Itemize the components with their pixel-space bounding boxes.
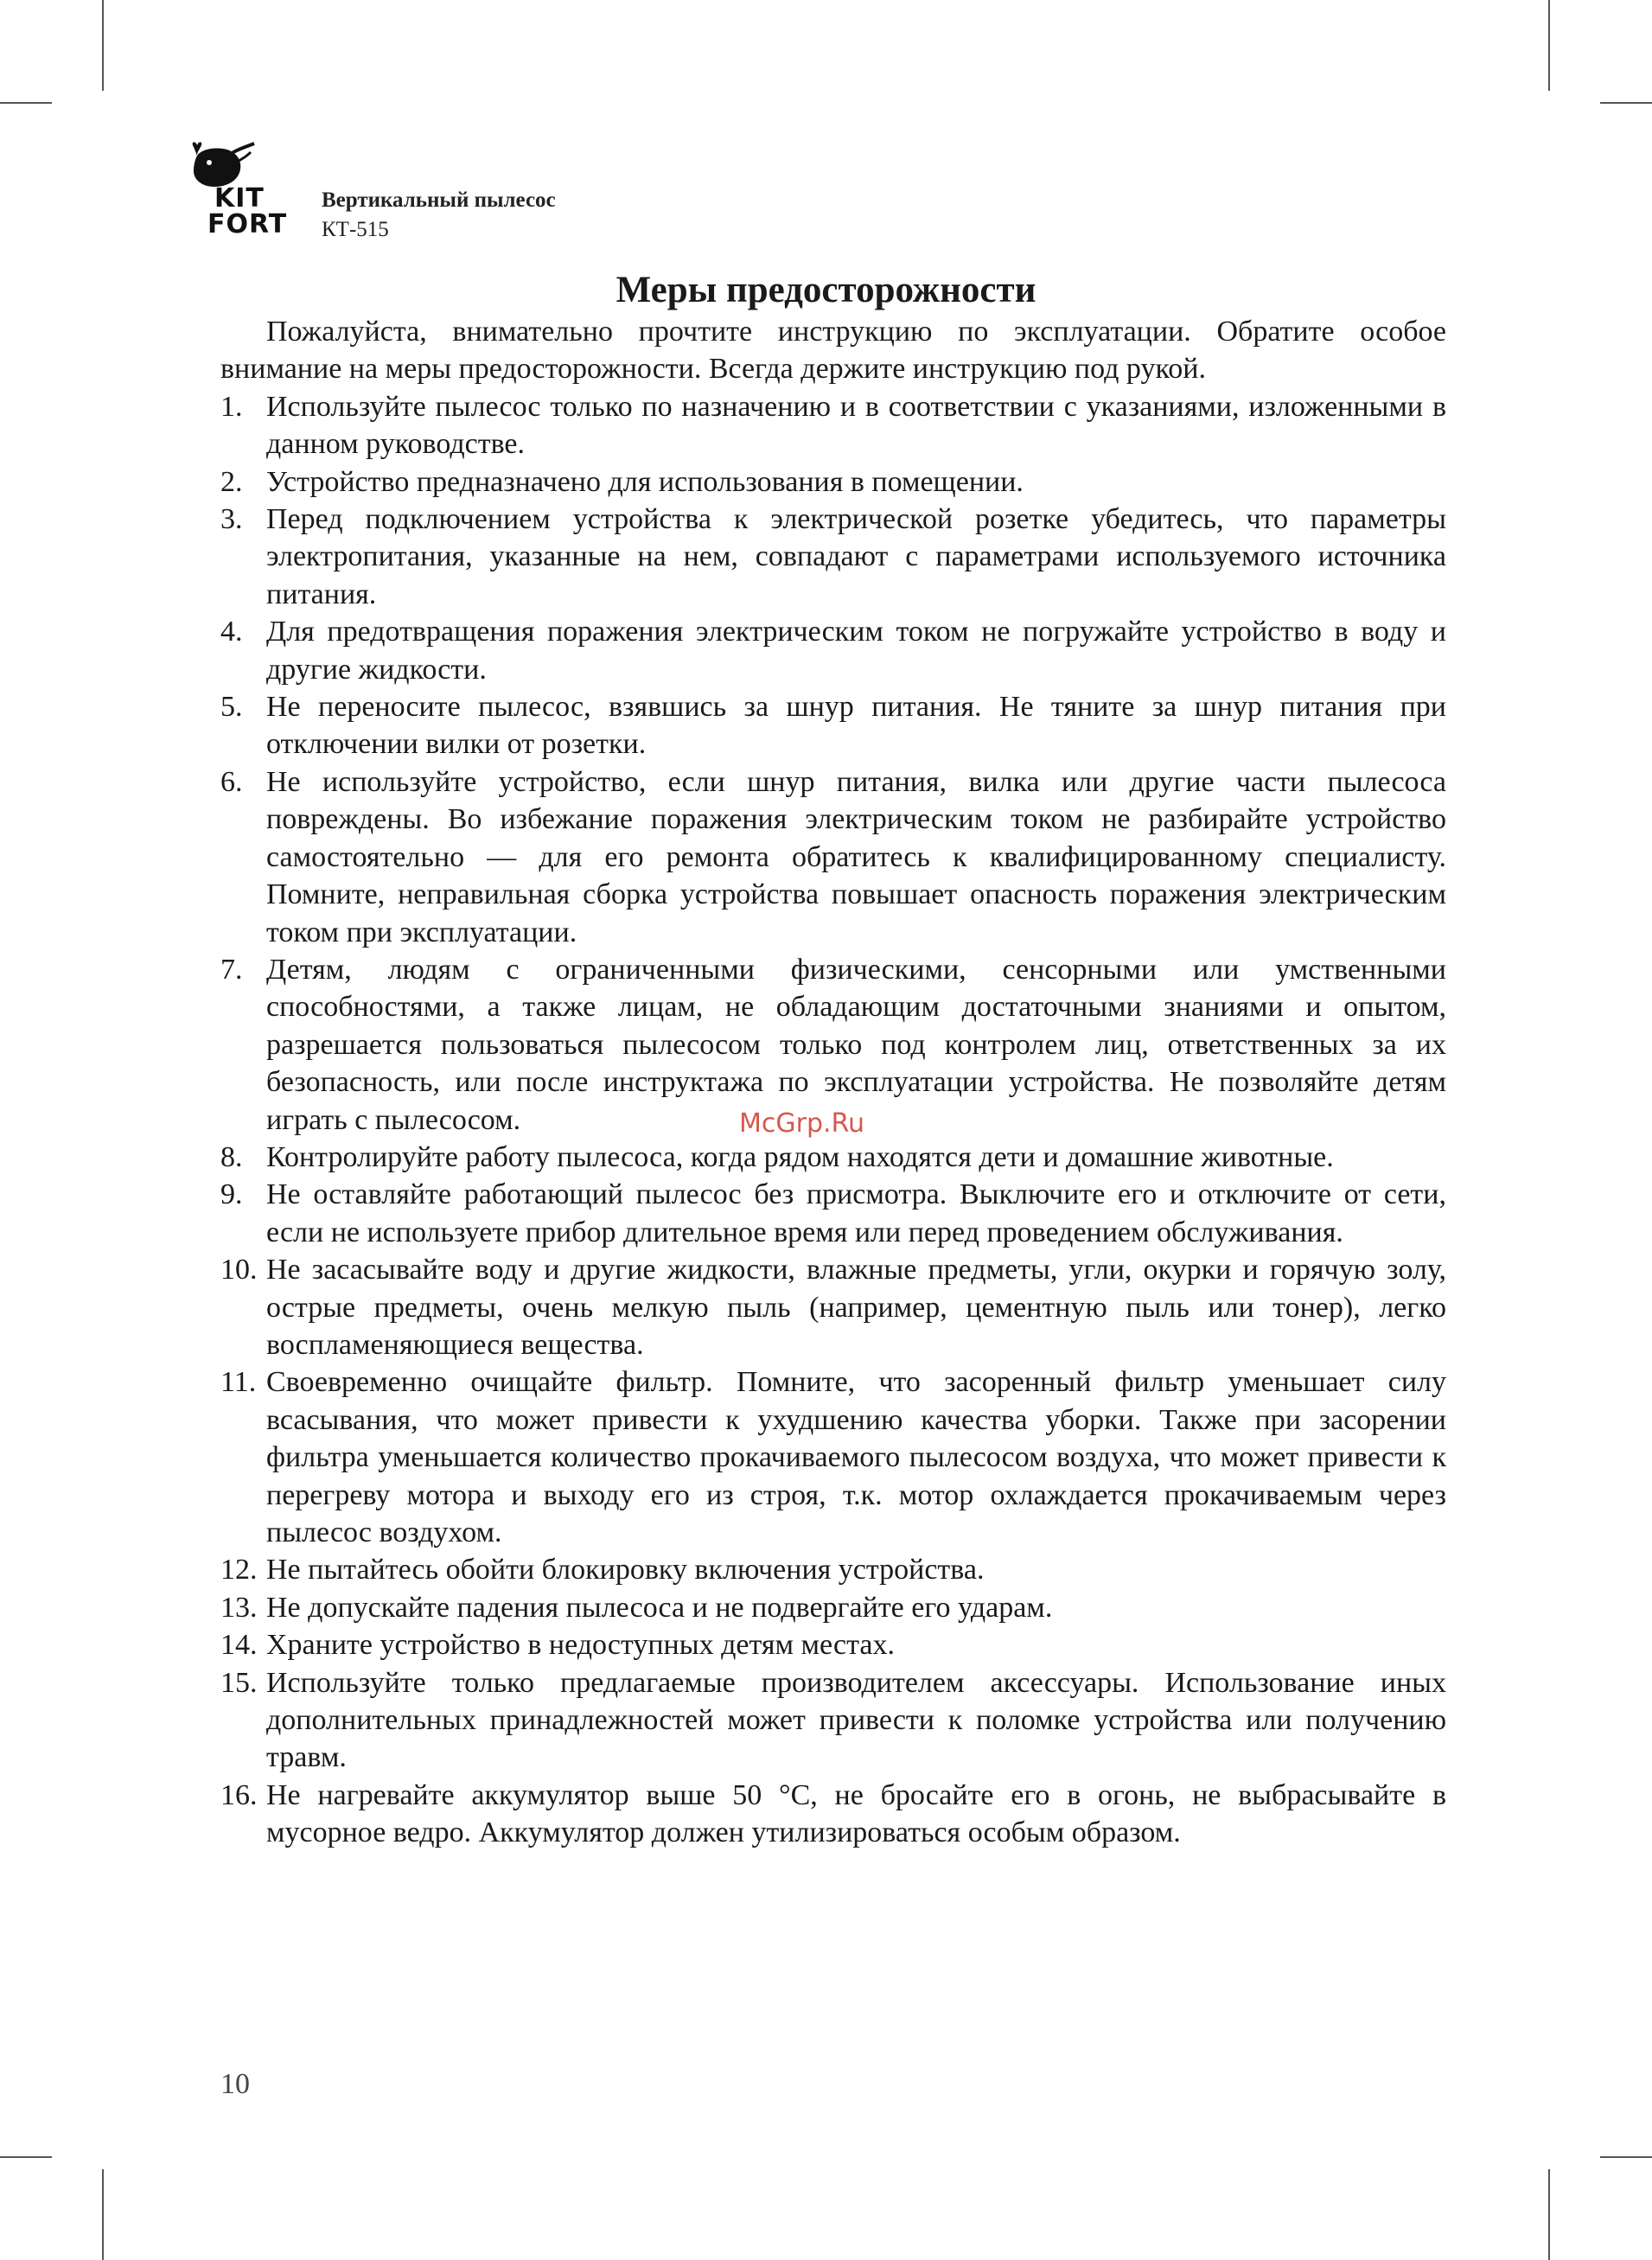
- list-item: [220, 1626, 1446, 1663]
- list-item: [220, 1551, 1446, 1588]
- page-number: 10: [220, 2068, 250, 2100]
- list-item: [220, 688, 1446, 763]
- list-item: [220, 1664, 1446, 1777]
- list-item: [220, 1176, 1446, 1251]
- product-name: Вертикальный пылесос: [322, 188, 556, 212]
- item-number: 12.: [220, 1554, 258, 1586]
- crop-mark: [102, 2169, 104, 2260]
- item-number: 4.: [220, 616, 243, 648]
- item-text: Не оставляйте работающий пылесос без присмотра. Выключите его и отключите от сети, если не используете прибор длительное время или перед проведением обслуживания.: [266, 1178, 1446, 1248]
- list-item: [220, 388, 1446, 463]
- item-text: Перед подключением устройства к электрической розетке убедитесь, что параметры электропитания, указанные на нем, совпадают с параметрами используемого источника питания.: [266, 503, 1446, 610]
- item-text: Контролируйте работу пылесоса, когда рядом находятся дети и домашние животные.: [266, 1140, 1334, 1173]
- product-model: КТ-515: [322, 218, 389, 241]
- item-text: Не допускайте падения пылесоса и не подвергайте его ударам.: [266, 1591, 1053, 1624]
- brand-logo: [188, 138, 305, 242]
- logo-text-kit: KIT: [214, 183, 265, 214]
- item-text: Не засасывайте воду и другие жидкости, влажные предметы, угли, окурки и горячую золу, острые предметы, очень мелкую пыль (например, цементную пыль или тонер), легко воспламеняющиеся вещества.: [266, 1254, 1446, 1361]
- crop-mark: [1600, 102, 1652, 104]
- item-number: 14.: [220, 1629, 258, 1662]
- item-number: 16.: [220, 1778, 258, 1811]
- item-text: Используйте пылесос только по назначению и в соответствии с указаниями, изложенными в данном руководстве.: [266, 390, 1446, 461]
- list-item: [220, 1251, 1446, 1363]
- item-text: Своевременно очищайте фильтр. Помните, что засоренный фильтр уменьшает силу всасывания, что может привести к ухудшению качества уборки. Также при засорении фильтра уменьшается количество прокачиваемого пылесосом воздуха, что может привести к перегреву мотора и выходу его из строя, т.к. мотор охлаждается прокачиваемым через пылесос воздухом.: [266, 1366, 1446, 1548]
- list-item: [220, 1139, 1446, 1176]
- list-item: [220, 1363, 1446, 1551]
- list-item: [220, 463, 1446, 501]
- item-number: 10.: [220, 1254, 258, 1286]
- item-number: 1.: [220, 390, 243, 423]
- crop-mark: [1548, 2169, 1550, 2260]
- item-number: 5.: [220, 691, 243, 724]
- item-number: 3.: [220, 503, 243, 536]
- list-item: [220, 501, 1446, 613]
- crop-mark: [0, 2156, 52, 2158]
- list-item: [220, 1589, 1446, 1626]
- item-text: Устройство предназначено для использования в помещении.: [266, 465, 1024, 498]
- list-item: [220, 763, 1446, 951]
- item-text: Для предотвращения поражения электрическим током не погружайте устройство в воду и другие жидкости.: [266, 616, 1446, 686]
- item-text: Не используйте устройство, если шнур питания, вилка или другие части пылесоса повреждены. Во избежание поражения электрическим током не разбирайте устройство самостоятельно — для его ремонта обратитесь к квалифицированному специалисту. Помните, неправильная сборка устройства повышает опасность поражения электрическим током при эксплуатации.: [266, 765, 1446, 948]
- section-title: Меры предосторожности: [616, 270, 1036, 310]
- section-body: [220, 313, 1446, 1852]
- whale-icon: [188, 138, 258, 190]
- item-number: 11.: [220, 1366, 257, 1399]
- item-number: 8.: [220, 1140, 243, 1173]
- watermark: McGrp.Ru: [739, 1108, 865, 1139]
- crop-mark: [1548, 0, 1550, 91]
- crop-mark: [0, 102, 52, 104]
- item-text: Не переносите пылесос, взявшись за шнур питания. Не тяните за шнур питания при отключении вилки от розетки.: [266, 691, 1446, 761]
- item-number: 9.: [220, 1178, 243, 1211]
- list-item: [220, 1777, 1446, 1852]
- item-number: 6.: [220, 765, 243, 798]
- document-header: [322, 186, 556, 245]
- list-item: [220, 613, 1446, 688]
- crop-mark: [1600, 2156, 1652, 2158]
- logo-text-fort: FORT: [207, 209, 288, 239]
- item-text: Не нагревайте аккумулятор выше 50 °С, не бросайте его в огонь, не выбрасывайте в мусорное ведро. Аккумулятор должен утилизироваться особым образом.: [266, 1778, 1446, 1849]
- item-number: 13.: [220, 1591, 258, 1624]
- intro-paragraph: Пожалуйста, внимательно прочтите инструкцию по эксплуатации. Обратите особое внимание на меры предосторожности. Всегда держите инструкцию под рукой.: [220, 316, 1446, 386]
- item-text: Не пытайтесь обойти блокировку включения устройства.: [266, 1554, 985, 1586]
- item-number: 15.: [220, 1666, 258, 1699]
- item-number: 2.: [220, 465, 243, 498]
- item-text: Детям, людям с ограниченными физическими, сенсорными или умственными способностями, а также лицам, не обладающим достаточными знаниями и опытом, разрешается пользоваться пылесосом только под контролем лиц, ответственных за их безопасность, или после инструктажа по эксплуатации устройства. Не позволяйте детям играть с пылесосом.: [266, 953, 1446, 1136]
- item-text: Храните устройство в недоступных детям местах.: [266, 1629, 895, 1662]
- crop-mark: [102, 0, 104, 91]
- item-number: 7.: [220, 953, 243, 986]
- item-text: Используйте только предлагаемые производителем аксессуары. Использование иных дополнительных принадлежностей может привести к поломке устройства или получению травм.: [266, 1666, 1446, 1774]
